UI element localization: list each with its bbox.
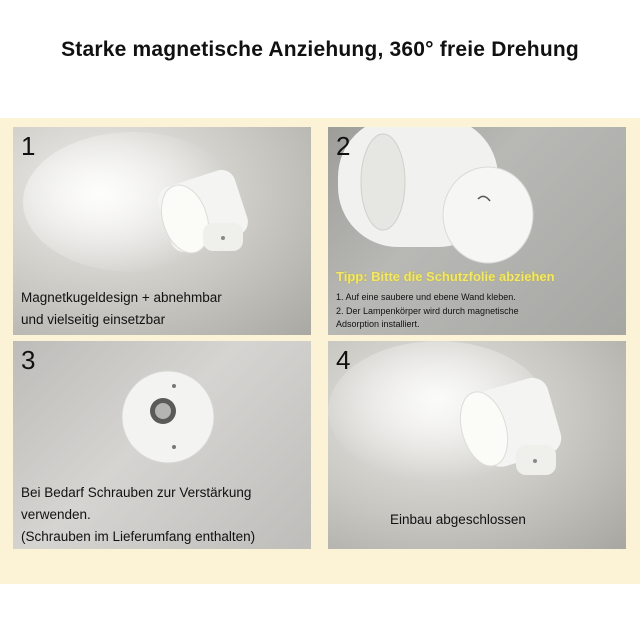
screw-icon: [172, 445, 176, 449]
step-number: 3: [21, 345, 36, 375]
step-panel-4: [328, 341, 626, 549]
step-panel-3: [13, 341, 311, 549]
instruction-note-1: 1. Auf eine saubere und ebene Wand kleben.: [336, 292, 516, 302]
page-headline: Starke magnetische Anziehung, 360° freie Drehung: [61, 38, 579, 61]
screw-icon: [172, 384, 176, 388]
step-panel-2: [328, 127, 626, 335]
step-number: 2: [336, 131, 351, 161]
step-number: 4: [336, 345, 351, 375]
step-caption: Einbau abgeschlossen: [390, 512, 526, 527]
instruction-note-2-cont: Adsorption installiert.: [336, 319, 420, 329]
step-caption: Bei Bedarf Schrauben zur Verstärkung verwenden. (Schrauben im Lieferumfang enthalten): [21, 485, 256, 544]
step-number: 1: [21, 131, 36, 161]
tip-text: Tipp: Bitte die Schutzfolie abziehen: [336, 269, 555, 284]
step-panel-1: [13, 127, 311, 335]
step-caption: Magnetkugeldesign + abnehmbar und vielseitig einsetzbar: [21, 290, 222, 327]
instruction-note-2: 2. Der Lampenkörper wird durch magnetische: [336, 306, 519, 316]
